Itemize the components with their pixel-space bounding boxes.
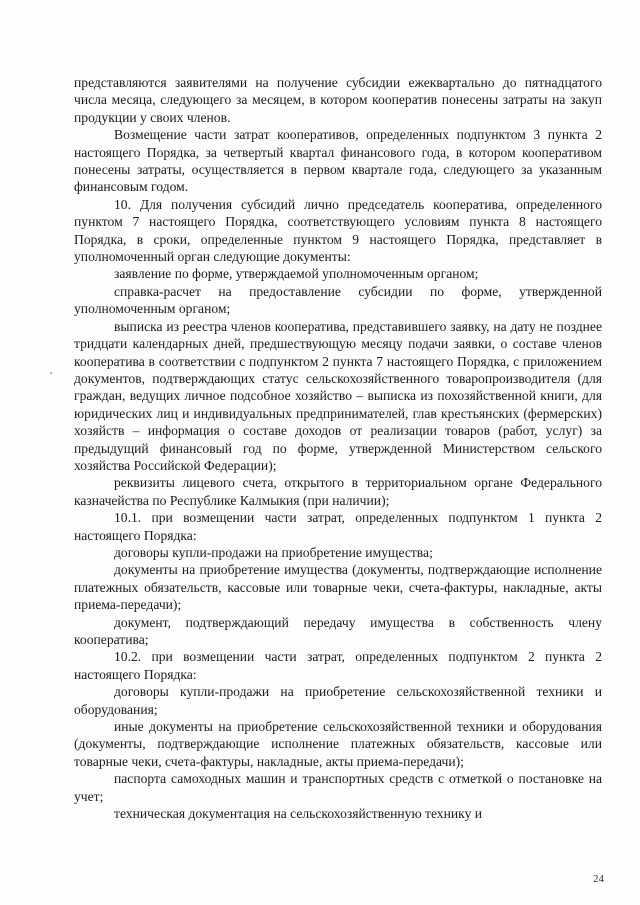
list-item-technical-docs: техническая документация на сельскохозяйственную технику и (114, 806, 483, 822)
list-item-property-documents: документы на приобретение имущества (документы, подтверждающие исполнение платежных обязательств, кассовые или товарные чеки, счета-фактуры, накладные, акты приема-передачи); (74, 562, 602, 613)
list-item-application: заявление по форме, утверждаемой уполномоченным органом; (114, 266, 479, 282)
list-item-equipment-contracts: договоры купли-продажи на приобретение сельскохозяйственной техники и оборудования; (74, 684, 602, 717)
list-item-sale-contracts: договоры купли-продажи на приобретение имущества; (114, 544, 433, 560)
list-item-equipment-documents: иные документы на приобретение сельскохозяйственной техники и оборудования (документы, подтверждающие исполнение платежных обязательств, кассовые или товарные чеки, счета-фактуры, накладные, акты приема-передачи); (74, 719, 602, 769)
list-item-vehicle-passports: паспорта самоходных машин и транспортных средств с отметкой о постановке на учет; (74, 771, 602, 804)
paragraph-continuation: представляются заявителями на получение субсидии ежеквартально до пятнадцатого числа месяца, следующего за месяцем, в котором кооператив понесены затраты на закуп продукции у своих членов. (74, 75, 602, 125)
paragraph-item-10-2: 10.2. при возмещении части затрат, определенных подпунктом 2 пункта 2 настоящего Порядка: (74, 649, 602, 682)
paragraph-item-10-1: 10.1. при возмещении части затрат, определенных подпунктом 1 пункта 2 настоящего Порядка: (74, 510, 602, 543)
paragraph-item-10: 10. Для получения субсидий лично председатель кооператива, определенного пунктом 7 настоящего Порядка, соответствующего условиям пункта 8 настоящего Порядка, в сроки, определенные пунктом 9 настоящего Порядка, представляет в уполномоченный орган следующие документы: (74, 196, 602, 265)
paragraph-q4-reimbursement: Возмещение части затрат кооперативов, определенных подпунктом 3 пункта 2 настоящего Порядка, за четвертый квартал финансового года, в котором кооперативом понесены затраты, осуществляется в первом квартале года, следующего за указанным финансовым годом. (74, 127, 602, 195)
list-item-registry-extract: выписка из реестра членов кооператива, представившего заявку, на дату не позднее тридцати календарных дней, предшествующую месяцу подачи заявки, о составе членов кооператива в соответствии с подпунктом 2 пункта 7 настоящего Порядка, с приложением документов, подтверждающих статус сельскохозяйственного товаропроизводителя (для граждан, ведущих личное подсобное хозяйство – выписка из похозяйственной книги, для юридических лиц и индивидуальных предпринимателей, глав крестьянских (фермерских) хозяйств – информация о составе доходов от реализации товаров (работ, услуг) за предыдущий финансовый год по форме, утвержденной Министерством сельского хозяйства Российской Федерации); (74, 318, 602, 473)
document-body (74, 74, 602, 822)
list-item-transfer-document: документ, подтверждающий передачу имущества в собственность члену кооператива; (74, 614, 602, 647)
list-item-account-details: реквизиты лицевого счета, открытого в территориальном органе Федерального казначейства по Республике Калмыкия (при наличии); (74, 475, 602, 508)
list-item-calculation: справка-расчет на предоставление субсидии по форме, утвержденной уполномоченным органом; (74, 283, 602, 317)
page-number: 24 (593, 873, 604, 885)
scan-speck (50, 372, 52, 374)
